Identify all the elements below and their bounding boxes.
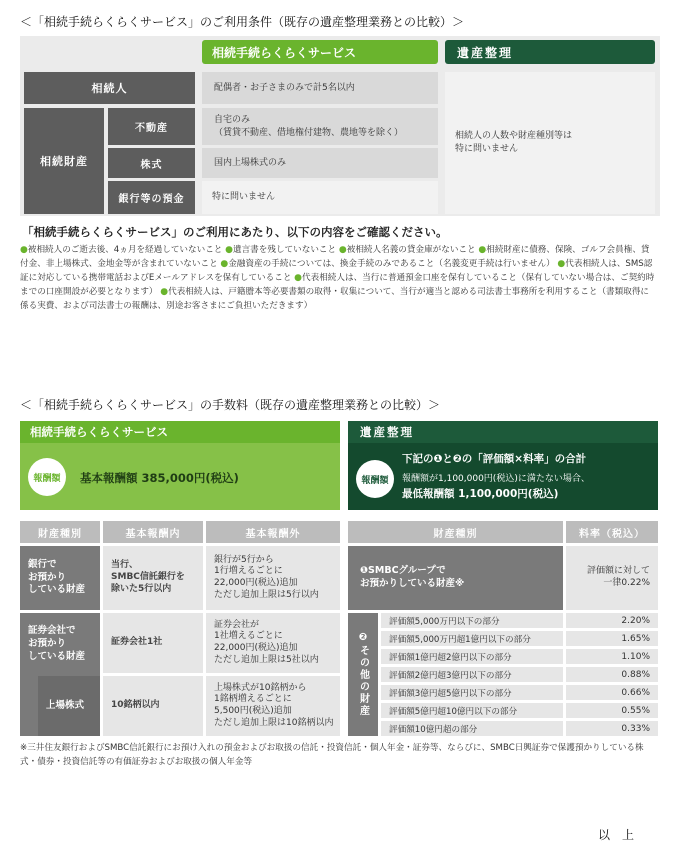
heir-value: [202, 72, 438, 104]
lt-header-type: 財産種別: [20, 521, 100, 543]
bullet-icon: ●: [20, 245, 28, 255]
note-3: 被相続人名義の貸金庫がないこと: [346, 245, 476, 255]
lt-securities-inside: 証券会社1社: [103, 613, 203, 673]
service-header: 相続手続らくらくサービス: [202, 40, 438, 64]
note-7: 代表相続人は、当行に普通預金口座を保有していること（保有していない場合は、ご契約時までの口座開設が必要となります）: [20, 273, 655, 297]
rt-header-type: 財産種別: [348, 521, 563, 543]
note-6: 代表相続人は、SMS認証に対応している携帯電話およびEメールアドレスを保有していること: [20, 259, 653, 283]
real-estate-value-1: 自宅のみ: [214, 115, 251, 126]
bullet-icon: ●: [338, 245, 347, 255]
existing-fee-condition: 報酬額が1,100,000円(税込)に満たない場合、: [402, 474, 590, 484]
stocks-label: 株式: [108, 148, 195, 178]
lt-header-outside: 基本報酬外: [206, 521, 340, 543]
tier-label-3: 評価額1億円超2億円以下の部分: [381, 649, 563, 664]
deposits-value-text: 特に問いません: [212, 191, 276, 202]
real-estate-value-2: （賃貸不動産、借地権付建物、農地等を除く）: [214, 127, 404, 138]
tier-rate-3: 1.10%: [566, 649, 658, 664]
tier-rate-7: 0.33%: [566, 721, 658, 736]
existing-fee-badge: 報酬額: [356, 460, 394, 498]
rt-smbc-type: ❶SMBCグループで お預かりしている財産※: [348, 546, 563, 610]
deposits-value: [202, 181, 438, 214]
rt-smbc-rate: 評価額に対して 一律0.22%: [566, 546, 658, 610]
bullet-icon: ●: [160, 287, 169, 297]
tier-rate-2: 1.65%: [566, 631, 658, 646]
lt-header-inside: 基本報酬内: [103, 521, 203, 543]
tier-label-2: 評価額5,000万円超1億円以下の部分: [381, 631, 563, 646]
note-2: 遺言書を残していないこと: [232, 245, 337, 255]
fees-footnote: ※三井住友銀行およびSMBC信託銀行にお預け入れの預金およびお取扱の信託・投資信託・個人年金・証券等、ならびに、SMBC日興証券で保護預かりしている株式・債券・投資信託等の有価証券およびお取扱の個人年金等: [20, 743, 644, 767]
lt-bank-inside: 当行、 SMBC信託銀行を 除いた5行以内: [103, 546, 203, 610]
existing-conditions-cell: [445, 72, 655, 214]
tier-label-6: 評価額5億円超10億円以下の部分: [381, 703, 563, 718]
tier-label-5: 評価額3億円超5億円以下の部分: [381, 685, 563, 700]
existing-fee-formula: 下記の❶と❷の「評価額×料率」の合計: [402, 453, 587, 465]
rt-other-type: ❷その他の財産: [348, 613, 378, 736]
stocks-value-text: 国内上場株式のみ: [214, 157, 287, 168]
existing-fee-minimum: 最低報酬額 1,100,000円(税込): [402, 488, 559, 500]
fees-title: ＜「相続手続らくらくサービス」の手数料（既存の遺産整理業務との比較）＞: [20, 398, 441, 412]
note-1: 被相続人のご逝去後、4ヵ月を経過していないこと: [27, 245, 223, 255]
fee-existing-header: 遺産整理: [348, 421, 658, 443]
existing-header: 遺産整理: [445, 40, 655, 64]
conditions-title: ＜「相続手続らくらくサービス」のご利用条件（既存の遺産整理業務との比較）＞: [20, 15, 465, 29]
bullet-icon: ●: [225, 245, 233, 255]
existing-note-2: 特に問いません: [455, 144, 519, 154]
service-fee-amount: 基本報酬額 385,000円(税込): [80, 471, 239, 485]
fee-badge: 報酬額: [28, 458, 66, 496]
confirm-title: 「相続手続らくらくサービス」のご利用にあたり、以下の内容をご確認ください。: [22, 225, 448, 239]
assets-group-label: 相続財産: [24, 108, 104, 214]
note-5: 金融資産の手続については、換金手続のみであること（名義変更手続は行いません）: [228, 259, 555, 269]
lt-securities-outside: 証券会社が 1社増えるごとに 22,000円(税込)追加 ただし追加上限は5社以内: [206, 613, 340, 673]
rt-header-rate: 料率（税込）: [566, 521, 658, 543]
heir-value-text: 配偶者・お子さまのみで計5名以内: [214, 82, 355, 93]
tier-label-7: 評価額10億円超の部分: [381, 721, 563, 736]
note-4: 相続財産に債務、保険、ゴルフ会員権、貸付金、非上場株式、金地金等が含まれていないこと: [20, 245, 650, 269]
bullet-icon: ●: [220, 259, 229, 269]
real-estate-value: [202, 108, 438, 145]
heir-label: 相続人: [24, 72, 195, 104]
stocks-value: [202, 148, 438, 178]
tier-label-4: 評価額2億円超3億円以下の部分: [381, 667, 563, 682]
lt-listed-type: 上場株式: [38, 676, 100, 736]
note-8: 代表相続人は、戸籍謄本等必要書類の取得・収集について、当行が適当と認める司法書士事務所を利用すること（書類取得に係る実費、および司法書士の報酬は、別途お客さまにご負担いただきます）: [20, 287, 650, 311]
existing-note-1: 相続人の人数や財産種別等は: [455, 130, 573, 141]
lt-listed-outside: 上場株式が10銘柄から 1銘柄増えるごとに 5,500円(税込)追加 ただし追加上限は10銘柄以内: [206, 676, 340, 736]
bullet-icon: ●: [557, 259, 566, 269]
fee-service-header: 相続手続らくらくサービス: [20, 421, 340, 443]
tier-rate-5: 0.66%: [566, 685, 658, 700]
tier-rate-1: 2.20%: [566, 613, 658, 628]
real-estate-label: 不動産: [108, 108, 195, 145]
tier-rate-6: 0.55%: [566, 703, 658, 718]
lt-securities-type: 証券会社で お預かり している財産: [20, 613, 100, 736]
end-mark: 以 上: [598, 828, 635, 842]
conditions-notes: [20, 243, 656, 313]
tier-label-1: 評価額5,000万円以下の部分: [381, 613, 563, 628]
bullet-icon: ●: [478, 245, 487, 255]
bullet-icon: ●: [294, 273, 303, 283]
tier-rate-4: 0.88%: [566, 667, 658, 682]
lt-listed-inside: 10銘柄以内: [103, 676, 203, 736]
lt-bank-outside: 銀行が5行から 1行増えるごとに 22,000円(税込)追加 ただし追加上限は5行以内: [206, 546, 340, 610]
lt-bank-type: 銀行で お預かり している財産: [20, 546, 100, 610]
deposits-label: 銀行等の預金: [108, 181, 195, 214]
